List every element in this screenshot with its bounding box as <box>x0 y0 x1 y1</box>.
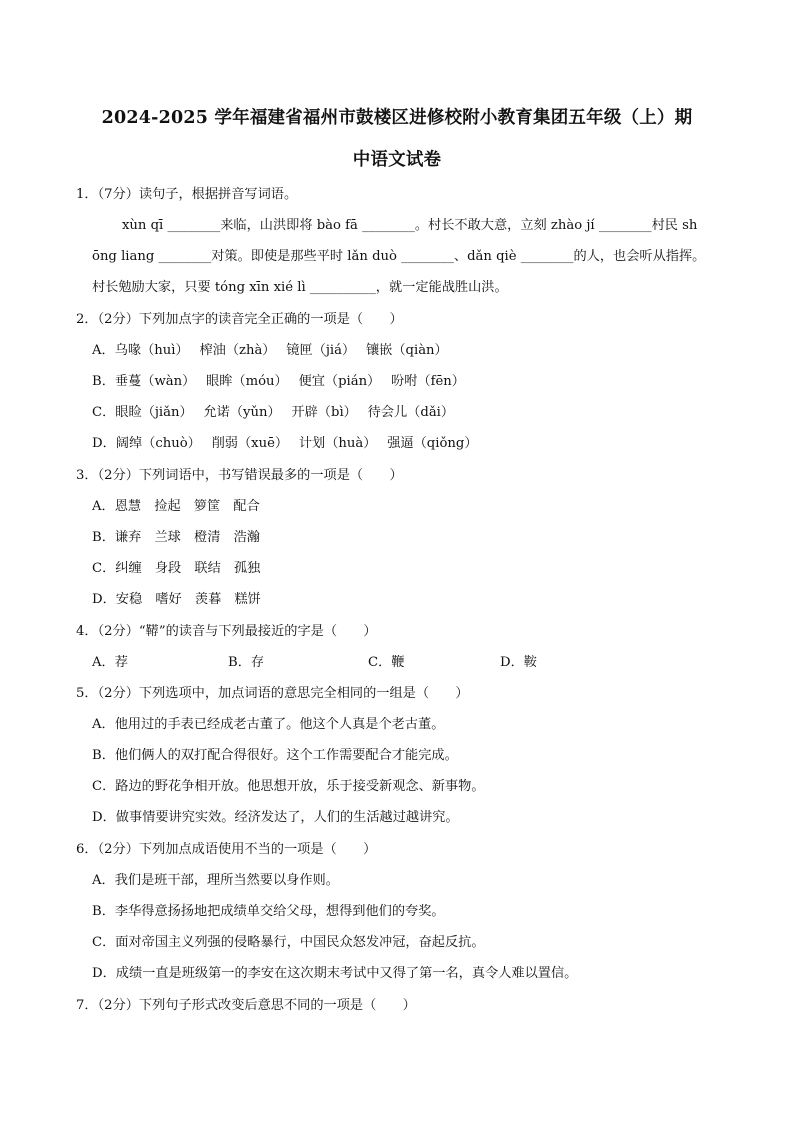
q2-option-d: D．阔绰（chuò） 削弱（xuē） 计划（huà） 强逼（qiǒng） <box>92 436 478 451</box>
q3-option-b: B．谦弃 兰球 橙清 浩瀚 <box>92 530 260 545</box>
q4-option-d: D．鞍 <box>500 655 537 670</box>
q6-option-a: A．我们是班干部，理所当然要以身作则。 <box>92 873 339 888</box>
q5-option-b: B．他们俩人的双打配合得很好。这个工作需要配合才能完成。 <box>92 748 458 763</box>
q6-option-d: D．成绩一直是班级第一的李安在这次期末考试中又得了第一名，真令人难以置信。 <box>92 966 578 981</box>
q1-stem: 1．（7分）读句子，根据拼音写词语。 <box>76 187 298 202</box>
q2-option-a: A．乌喙（huì） 榨油（zhà） 镜匣（jiá） 镶嵌（qiàn） <box>92 343 448 358</box>
q3-option-a: A．恩慧 捡起 箩筐 配合 <box>92 499 260 514</box>
exam-title-line1: 2024-2025 学年福建省福州市鼓楼区进修校附小教育集团五年级（上）期 <box>101 108 693 128</box>
q6-option-c: C．面对帝国主义列强的侵略暴行，中国民众怒发冲冠，奋起反抗。 <box>92 935 485 950</box>
q5-option-a: A．他用过的手表已经成老古董了。他这个人真是个老古董。 <box>92 717 445 732</box>
q3-stem: 3．（2分）下列词语中，书写错误最多的一项是（ ） <box>76 468 403 483</box>
q3-option-d: D．安稳 嗜好 羡暮 糕饼 <box>92 592 261 607</box>
q5-option-c: C．路边的野花争相开放。他思想开放，乐于接受新观念、新事物。 <box>92 779 485 794</box>
q2-option-b: B．垂蔓（wàn） 眼眸（móu） 便宜（pián） 吩咐（fēn） <box>92 374 465 389</box>
q5-stem: 5．（2分）下列选项中，加点词语的意思完全相同的一组是（ ） <box>76 686 469 701</box>
q2-option-c: C．眼睑（jiǎn） 允诺（yǔn） 开辟（bì） 待会儿（dǎi） <box>92 405 455 420</box>
q4-stem: 4．（2分）“鞯”的读音与下列最接近的字是（ ） <box>76 624 377 639</box>
exam-title-line2: 中语文试卷 <box>352 150 442 170</box>
q5-option-d: D．做事情要讲究实效。经济发达了，人们的生活越过越讲究。 <box>92 810 459 825</box>
q6-option-b: B．李华得意扬扬地把成绩单交给父母，想得到他们的夸奖。 <box>92 904 445 919</box>
q2-stem: 2．（2分）下列加点字的读音完全正确的一项是（ ） <box>76 312 403 327</box>
q4-option-a: A．荐 <box>92 655 128 670</box>
q3-option-c: C．纠缠 身段 联结 孤独 <box>92 561 261 576</box>
q6-stem: 6．（2分）下列加点成语使用不当的一项是（ ） <box>76 842 377 857</box>
q1-text-line3: 村长勉励大家，只要 tóng xīn xié lì __________，就一定能战胜山洪。 <box>92 280 508 295</box>
q7-stem: 7．（2分）下列句子形式改变后意思不同的一项是（ ） <box>76 998 416 1013</box>
q1-text-line2: ōng liang ________对策。即使是那些平时 lǎn duò ________、dǎn qiè ________的人，也会听从指挥。 <box>92 249 706 264</box>
q1-text-line1: xùn qī ________来临，山洪即将 bào fā ________。村长不敢大意，立刻 zhào jí ________村民 sh <box>122 218 698 233</box>
q4-option-c: C．鞭 <box>368 655 405 670</box>
q4-option-b: B．存 <box>228 655 265 670</box>
